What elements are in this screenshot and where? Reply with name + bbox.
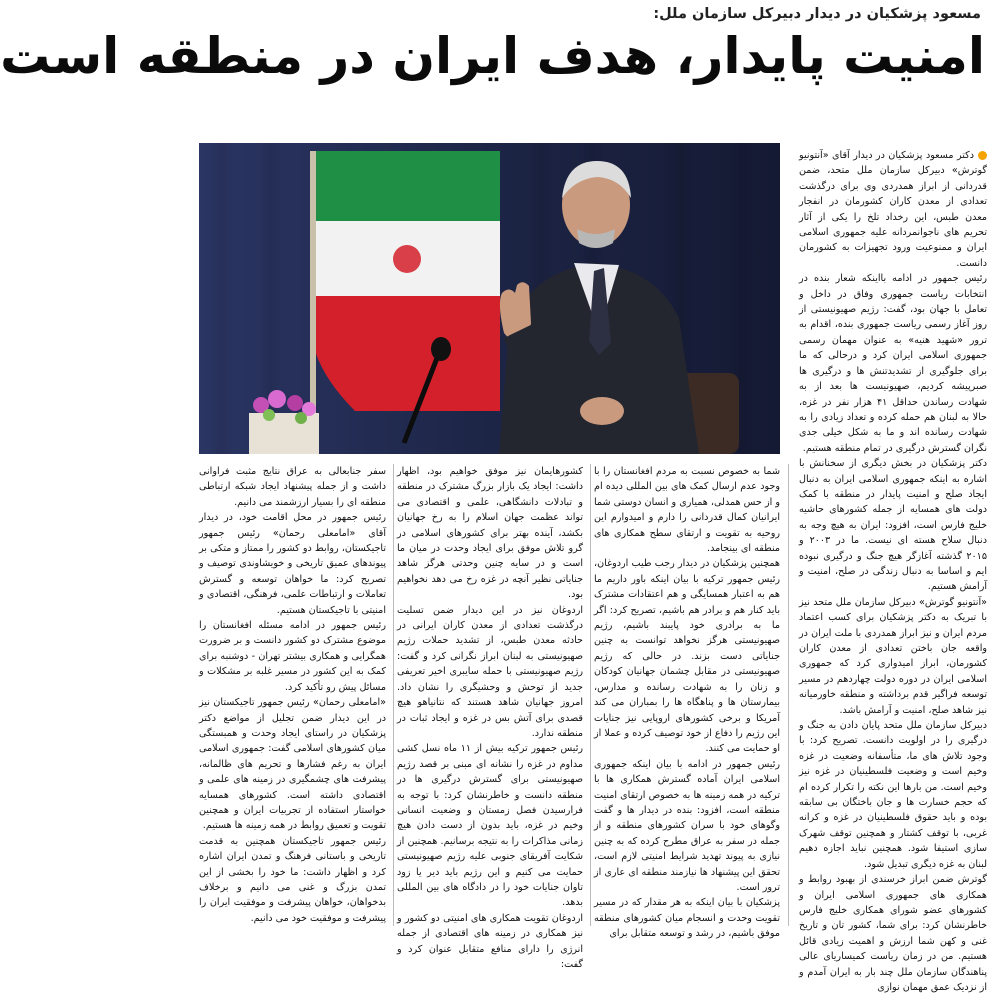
article-photo [199,143,780,454]
paragraph: رئیس جمهور تاجیکستان همچنین به قدمت تاریخی و باستانی فرهنگ و تمدن ایران اشاره کرد و اظهار داشت: ما خود را بخشی از این تمدن بزرگ و غنی می دانیم و برخلاف بدخواهان، خواهان پیشرفت و موفقیت ایران را پیشرفت و موفقیت خود می دانیم. [199,835,386,924]
column-divider [393,464,394,926]
bullet-icon [978,151,987,160]
column-divider [590,464,591,926]
column-divider [788,464,789,926]
headline: امنیت پایدار، هدف ایران در منطقه است [0,27,985,85]
paragraph: رئیس جمهور در ادامه بااینکه شعار بنده در انتخابات ریاست جمهوری وفاق در داخل و تعامل با جهان بود، گفت: رژیم صهیونیستی از روز آغاز رسمی ریاست جمهوری بنده، اقدام به ترور «شهید هنیه» به عنوان مهمان رسمی جمهوری اسلامی ایران کرد و درحالی که ما برای جلوگیری از تشدیدتنش ها و درگیری ها صبرپیشه کردیم، صهیونیست ها بعد از به شهادت رساندن حداقل ۴۱ هزار نفر در غزه، حالا به لبنان هم حمله کرده و تعداد زیادی را به شهادت رسانده اند و ما به شکل خیلی جدی نگران گسترش درگیری در تمام منطقه هستیم. [799,273,987,454]
paragraph: دکتر پزشکیان در بخش دیگری از سخنانش با اشاره به اینکه جمهوری اسلامی ایران به دنبال ایجاد صلح و امنیت پایدار در منطقه با کمک دولت های همسایه از جمله کشورهای حاشیه خلیج فارس است، افزود: ایران به هیچ وجه به دنبال سلاح هسته ای نیست. ما در ۲۰۰۳ و ۲۰۱۵ گذشته آغازگر هیچ جنگ و درگیری نبوده ایم و اساسا به دنبال زندگی در صلح، امنیت و آرامش هستیم. [799,458,987,593]
column-2 [594,464,780,940]
paragraph: «امامعلی رحمان» رئیس جمهور تاجیکستان نیز در این دیدار ضمن تجلیل از مواضع دکتر پزشکیان در راستای ایجاد وحدت و همبستگی میان کشورهای اسلامی گفت: جمهوری اسلامی ایران به رغم فشارها و تحریم های ظالمانه، پیشرفت های چشمگیری در زمینه های علمی و اقتصادی داشته است. کشورهای همسایه خواستار استفاده از تجربیات ایران و همچنین تقویت و تعمیق روابط در همه زمینه ها هستیم. [199,697,386,832]
paragraph: رئیس جمهور در ادامه با بیان اینکه جمهوری اسلامی ایران آماده گسترش همکاری ها با ترکیه در همه زمینه ها به خصوص ارتقای امنیت منطقه است، افزود: بنده در دیدار ها و گفت وگوهای خود با سران کشورهای منطقه و از جمله در سفر به عراق مطرح کرده که به چنین نیازی به پیوند تهدید شرایط امنیتی لازم است، تحقق این پیشنهاد ها نیازمند منطقه ای عاری از ترور است. [594,758,780,893]
paragraph: رئیس جمهور در ادامه مسئله افغانستان را موضوع مشترک دو کشور دانست و بر ضرورت همگرایی و همکاری بیشتر تهران - دوشنبه برای کمک به این کشور در مسیر غلبه بر مشکلات و مسائل پیش رو تأکید کرد. [199,620,386,693]
paragraph: کشورهایمان نیز موفق خواهیم بود، اظهار داشت: ایجاد یک بازار بزرگ مشترک در منطقه و تبادلات دانشگاهی، علمی و اقتصادی می تواند عظمت جهان اسلام را به رخ جهانیان بکشد، آینده بهتر برای کشورهای اسلامی در گرو تلاش موفق برای ایجاد وحدت در میان ما است و در سایه چنین وحدتی هرگز شاهد جنایاتی نظیر آنچه در غزه رخ می دهد نخواهیم بود. [397,466,583,601]
paragraph: گوترش ضمن ابراز خرسندی از بهبود روابط و همکاری های جمهوری اسلامی ایران و کشورهای عضو شورای همکاری خلیج فارس خاطرنشان کرد: برای شما، کشور تان و تاریخ غنی و کهن شما ارزش و اهمیت زیادی قائل هستیم. من در زمان ریاست کمیساریای عالی پناهندگان سازمان ملل چند بار به ایران آمدم و از نزدیک عمق مهمان نوازی [799,874,987,993]
paragraph: شما به خصوص نسبت به مردم افغانستان را با وجود عدم ارسال کمک های بین المللی دیده ام و از حس همدلی، همیاری و انسان دوستی شما ایرانیان کمال قدردانی را دارم و امیدوارم این روحیه به تقویت و ارتقای سطح همکاری های منطقه ای بینجامد. [594,466,780,555]
paragraph: همچنین پزشکیان در دیدار رجب طیب اردوغان، رئیس جمهور ترکیه با بیان اینکه باور داریم ما هم به اعتبار همسایگی و هم اعتقادات مشترک باید کنار هم و برادر هم باشیم، تصریح کرد: اگر ما به برادری خود پایبند باشیم، رژیم صهیونیستی هرگز نخواهد توانست به چنین جنایاتی دست بزند. در حالی که رژیم صهیونیستی در مقابل چشمان جهانیان کودکان و زنان را به شهادت رسانده و مدارس، بیمارستان ها و پناهگاه ها را بمباران می کند آمریکا و برخی کشورهای اروپایی نیز جنایات این رژیم را دفاع از خود توصیف کرده و عملا از او حمایت می کنند. [594,558,780,755]
column-1 [799,148,987,993]
kicker: مسعود پزشکیان در دیدار دبیرکل سازمان ملل: [653,6,981,22]
paragraph: پزشکیان با بیان اینکه به هر مقدار که در مسیر تقویت وحدت و انسجام میان کشورهای منطقه موفق باشیم، در رشد و توسعه متقابل برای [594,897,780,940]
column-4 [199,464,386,926]
photo-illustration [199,143,780,454]
paragraph: سفر جنابعالی به عراق نتایج مثبت فراوانی داشت و از جمله پیشنهاد ایجاد شبکه ارتباطی منطقه ای را بسیار ارزشمند می دانیم. [199,466,386,508]
paragraph [799,148,987,271]
column-3 [397,464,583,970]
paragraph: اردوغان تقویت همکاری های امنیتی دو کشور و نیز همکاری در زمینه های اقتصادی از جمله انرژی را دارای منافع متقابل عنوان کرد و گفت: [397,912,583,970]
paragraph-text: دکتر مسعود پزشکیان در دیدار آقای «آنتونیو گوترش» دبیرکل سازمان ملل متحد، ضمن قدردانی از ابراز همدردی وی برای درگذشت تعدادی از معدن کاران کشورمان در انفجار معدن طبس، این رخداد تلخ را یکی از آثار تحریم های ناجوانمردانه علیه جمهوری اسلامی ایران و ممنوعیت ورود تجهیزات به کشورمان دانست. [799,150,987,269]
paragraph: اردوغان نیز در این دیدار ضمن تسلیت درگذشت تعدادی از معدن کاران ایرانی در حادثه معدن طبس، از تشدید حملات رژیم صهیونیستی به لبنان ابراز نگرانی کرد و گفت: رژیم صهیونیستی با حمله سایبری اخیر تعریفی جدید از توحش و وحشیگری را نشان داد. امروز جهانیان شاهد هستند که نتانیاهو هیچ قصدی برای آتش بس در غزه و ایجاد ثبات در منطقه ندارد. [397,604,583,739]
paragraph: دبیرکل سازمان ملل متحد پایان دادن به جنگ و درگیری را در اولویت دانست. تصریح کرد: با وجود تلاش های ما، متأسفانه وضعیت در غزه وخیم است و وضعیت فلسطینیان در غزه نیز وخیم است. من بارها این نکته را تکرار کرده ام که حجم خسارت ها و جان باختگان بی سابقه بوده و باید حقوق فلسطینیان در غزه و کرانه غربی، با توقف کشتار و همچنین توقف شهرک سازی استیفا شود. همچنین نباید اجازه دهیم لبنان به غزه دیگری تبدیل شود. [799,720,987,870]
paragraph: رئیس جمهور ترکیه بیش از ۱۱ ماه نسل کشی مداوم در غزه را نشانه ای مبنی بر قصد رژیم صهیونیستی برای گسترش درگیری ها در منطقه دانست و خاطرنشان کرد: با توجه به فرارسیدن فصل زمستان و وضعیت انسانی وخیم در غزه، باید بدون از دست دادن هیچ زمانی مذاکرات را به نتیجه برسانیم. همچنین از شکایت آفریقای جنوبی علیه رژیم صهیونیستی حمایت می کنیم و این رژیم باید دیر یا زود تاوان جنایات خود را در دادگاه های بین المللی بدهد. [397,743,583,909]
paragraph: رئیس جمهور در محل اقامت خود، در دیدار آقای «امامعلی رحمان» رئیس جمهور تاجیکستان، روابط دو کشور را ممتاز و متکی بر پیوندهای عمیق تاریخی و خویشاوندی توصیف و تصریح کرد: ما خواهان توسعه و گسترش تعاملات و ارتباطات علمی، فرهنگی، اقتصادی و امنیتی با تاجیکستان هستیم. [199,512,386,616]
paragraph: «آنتونیو گوترش» دبیرکل سازمان ملل متحد نیز با تبریک به دکتر پزشکیان برای کسب اعتماد مردم ایران و نیز ابراز همدردی با ملت ایران در واقعه جان باختن تعدادی از معدن کاران کشورمان، ابراز امیدواری کرد که جمهوری اسلامی ایران در دوره دولت چهاردهم در مسیر توسعه فراگیر قدم برداشته و منطقه خاورمیانه نیز شاهد صلح، امنیت و آرامش باشد. [799,596,987,716]
